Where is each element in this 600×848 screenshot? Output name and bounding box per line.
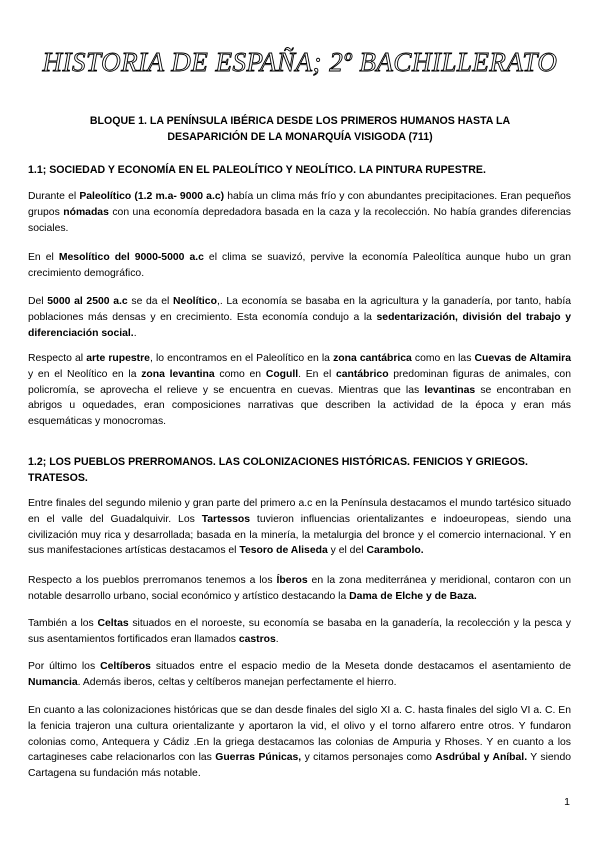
paragraph-celtiberos: Por último los Celtíberos situados entre el espacio medio de la Meseta donde destacamos el asentamiento de Numancia. Además iberos, celtas y celtíberos manejan perfectamente el hierro. [28, 661, 571, 688]
section-2-heading: 1.2; LOS PUEBLOS PRERROMANOS. LAS COLONIZACIONES HISTÓRICAS. FENICIOS Y GRIEGOS. TRATESOS. [28, 456, 528, 484]
paragraph-tartessos: Entre finales del segundo milenio y gran parte del primero a.c en la Península destacamos el mundo tartésico situado en el valle del Guadalquivir. Los Tartessos tuvieron influencias orientalizantes e indoeuropeas, siendo una civilización muy rica y desarrollada; basada en la minería, la metalurgia del bronce y el comercio internacional. Y en sus manifestaciones artísticas destacamos el Tesoro de Aliseda y el del Carambolo. [28, 498, 571, 557]
paragraph-arte-rupestre: Respecto al arte rupestre, lo encontramos en el Paleolítico en la zona cantábrica como en las Cuevas de Altamira y en el Neolítico en la zona levantina como en Cogull. En el cantábrico predominan figuras de animales, con policromía, se aprovecha el relieve y se encuentra en cuevas. Mientras que las levantinas se encontraban en abrigos u oquedades, eran composiciones narrativas que describen la actividad de la época y eran más esquemáticas y monocromas. [28, 353, 571, 428]
paragraph-celtas: También a los Celtas situados en el noroeste, su economía se basaba en la ganadería, la recolección y la pesca y sus asentamientos fortificados eran llamados castros. [28, 618, 572, 645]
paragraph-neolitico: Del 5000 al 2500 a.c se da el Neolítico,. La economía se basaba en la agricultura y la ganadería, por tanto, había poblaciones más densas y en crecimiento. Esta economía condujo a la sedentarización, división del trabajo y diferenciación social.. [28, 296, 571, 339]
paragraph-iberos: Respecto a los pueblos prerromanos tenemos a los Íberos en la zona mediterránea y meridional, contaron con un notable desarrollo urbano, social económico y artístico destacando la Dama de Elche y de Baza. [28, 575, 571, 602]
document-title: HISTORIA DE ESPAÑA; 2º BACHILLERATO [42, 47, 558, 77]
paragraph-colonizaciones: En cuanto a las colonizaciones históricas que se dan desde finales del siglo XI a. C. hasta finales del siglo VI a. C. En la fenicia trajeron una cultura orientalizante y aportaron la vid, el olivo y el torno alfarero entre otros. Y fundaron colonias como, Antequera y Cádiz .En la griega destacamos las colonias de Ampuria y Rhoses. Y en cuanto a los cartagineses cabe relacionarlos con las Guerras Púnicas, y citamos personajes como Asdrúbal y Aníbal. Y siendo Cartagena su fundación más notable. [28, 705, 572, 780]
paragraph-mesolitico: En el Mesolítico del 9000-5000 a.c el clima se suavizó, pervive la economía Paleolítica aunque hubo un gran crecimiento demográfico. [28, 252, 571, 279]
paragraph-paleolitico: Durante el Paleolítico (1.2 m.a- 9000 a.c) había un clima más frío y con abundantes precipitaciones. Eran pequeños grupos nómadas con una economía depredadora basada en la caza y la recolección. No había grandes diferencias sociales. [28, 191, 571, 234]
page-number: 1 [564, 796, 570, 808]
section-1-heading: 1.1; SOCIEDAD Y ECONOMÍA EN EL PALEOLÍTICO Y NEOLÍTICO. LA PINTURA RUPESTRE. [28, 164, 486, 176]
block-title: BLOQUE 1. LA PENÍNSULA IBÉRICA DESDE LOS PRIMEROS HUMANOS HASTA LA DESAPARICIÓN DE LA MONARQUÍA VISIGODA (711) [89, 115, 511, 143]
